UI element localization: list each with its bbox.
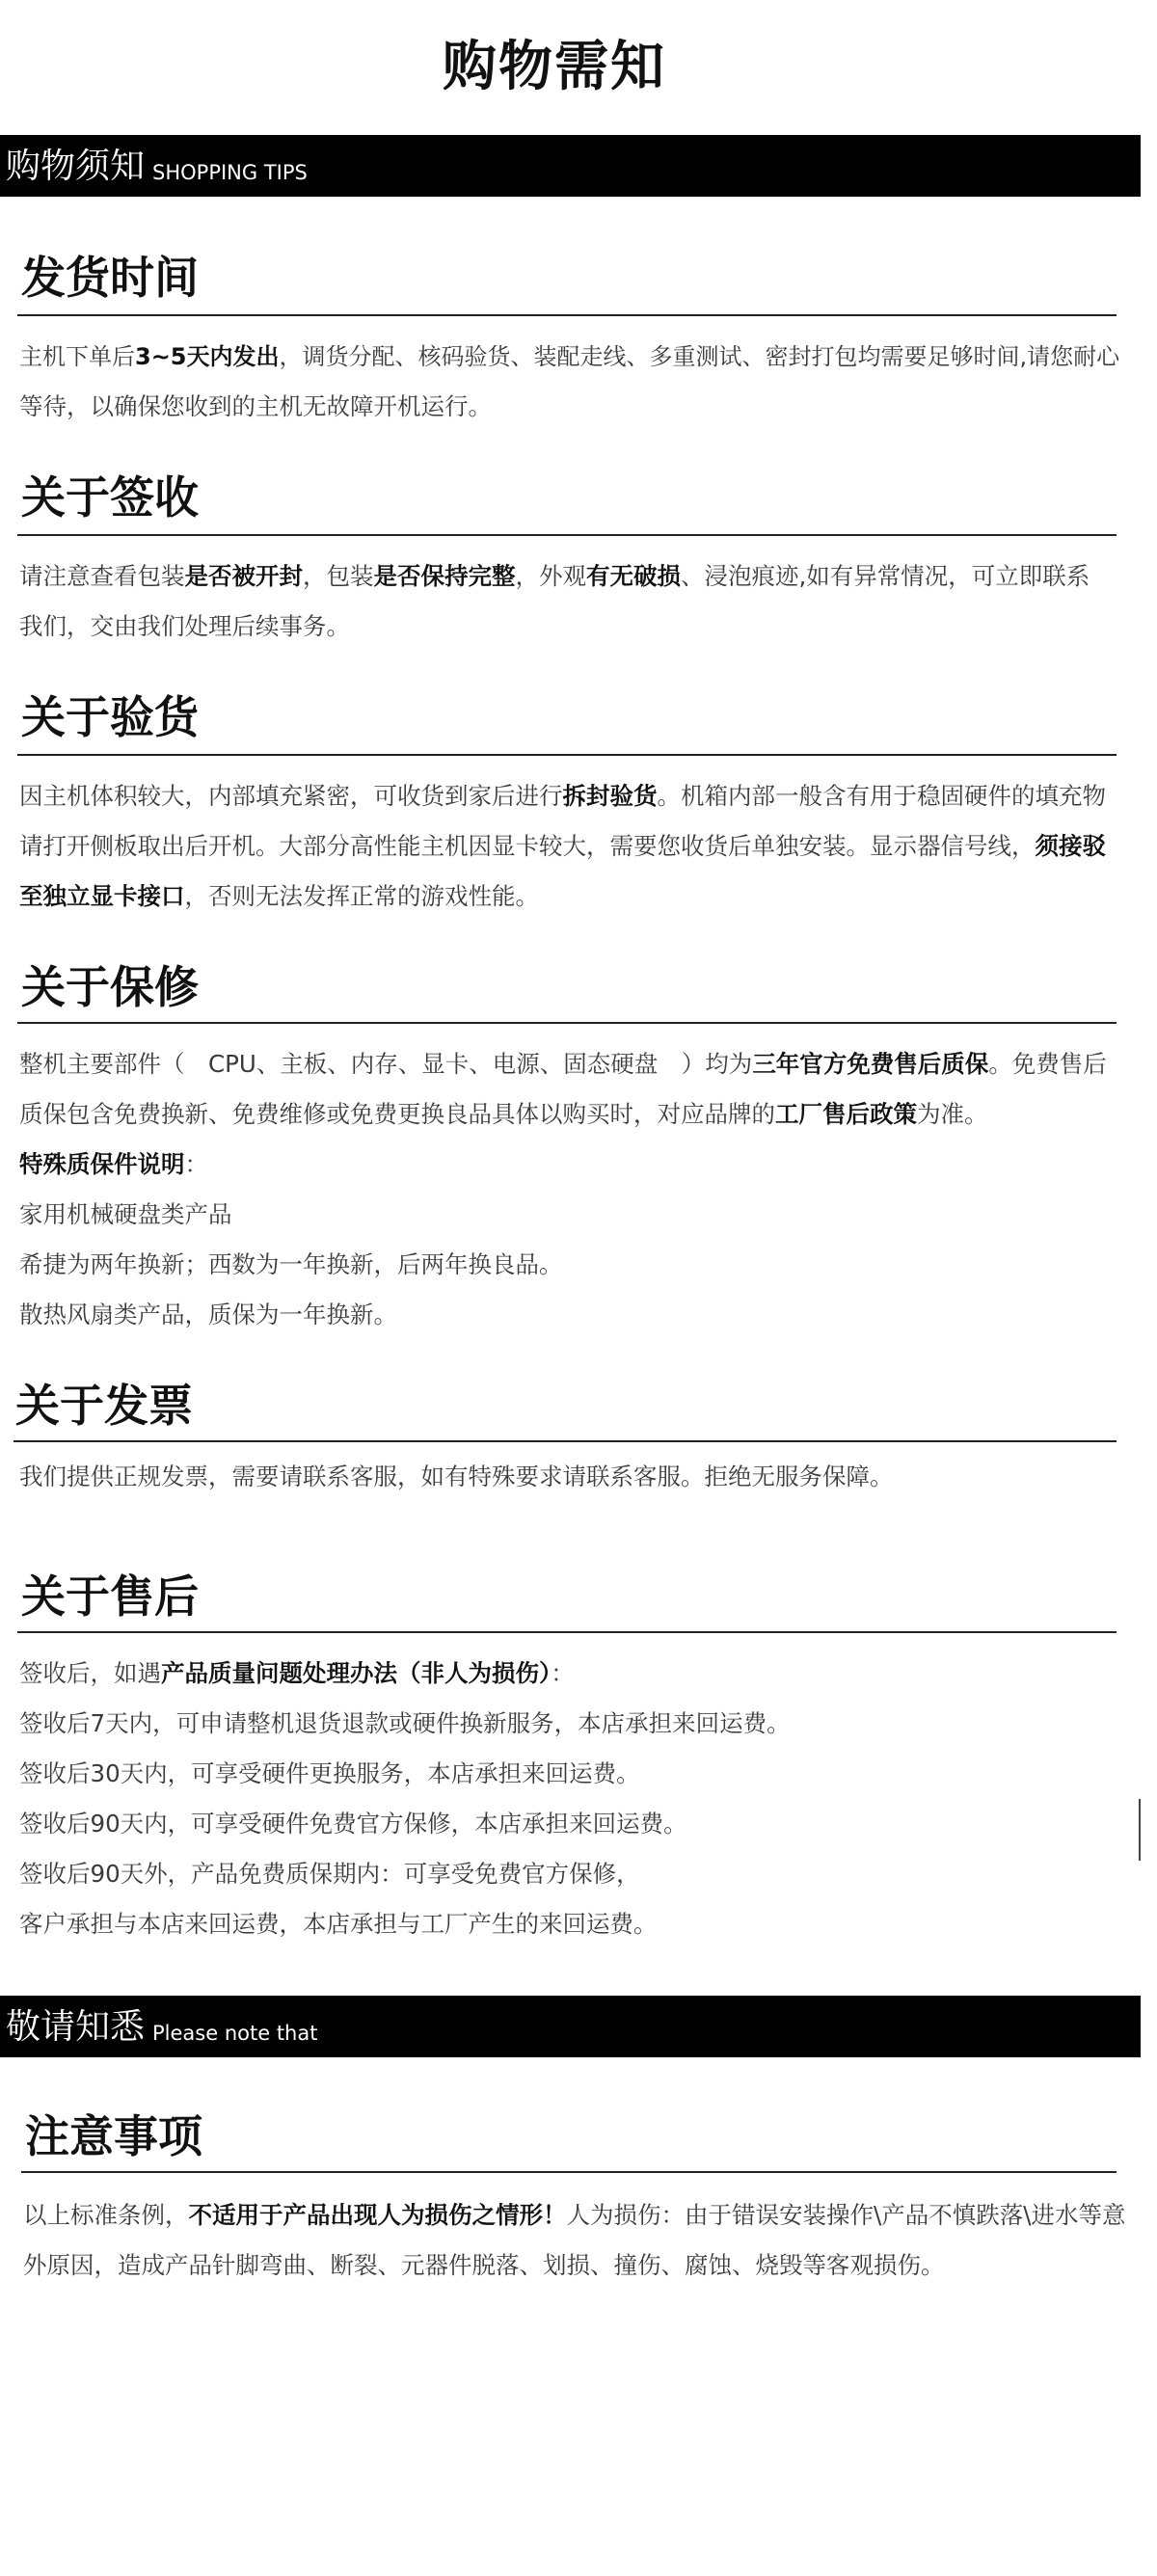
- section-divider: [13, 1440, 1117, 1442]
- receipt-text-line-2: 我们，交由我们处理后续事务。: [19, 612, 350, 640]
- banner-title-en: Please note that: [152, 2022, 318, 2045]
- shipping-text-line-1: 主机下单后3~5天内发出，调货分配、核码验货、装配走线、多重测试、密封打包均需要足够时间,请您耐心: [19, 343, 1120, 370]
- warranty-text-line-3: 特殊质保件说明：: [19, 1150, 208, 1178]
- warranty-text-line-4: 家用机械硬盘类产品: [19, 1200, 232, 1228]
- aftersales-text-line-5: 签收后90天外，产品免费质保期内：可享受免费官方保修，: [19, 1860, 640, 1888]
- notice-text-line-2: 外原因，造成产品针脚弯曲、断裂、元器件脱落、划损、撞伤、腐蚀、烧毁等客观损伤。: [23, 2251, 945, 2279]
- warranty-text-line-5: 希捷为两年换新；西数为一年换新，后两年换良品。: [19, 1250, 563, 1278]
- section-title-notice: 注意事项: [25, 2110, 202, 2162]
- edge-marker-line: [1139, 1799, 1141, 1861]
- inspection-text-line-3: 至独立显卡接口，否则无法发挥正常的游戏性能。: [19, 882, 539, 910]
- section-divider: [17, 1022, 1117, 1024]
- section-divider: [17, 1631, 1117, 1633]
- aftersales-text-line-6: 客户承担与本店来回运费，本店承担与工厂产生的来回运费。: [19, 1910, 658, 1938]
- section-divider: [17, 754, 1117, 756]
- shipping-text-line-2: 等待，以确保您收到的主机无故障开机运行。: [19, 392, 492, 420]
- section-title-warranty: 关于保修: [21, 961, 199, 1013]
- section-divider: [17, 534, 1117, 536]
- aftersales-text-line-4: 签收后90天内，可享受硬件免费官方保修，本店承担来回运费。: [19, 1810, 687, 1838]
- banner-please-note: [0, 1996, 1141, 2057]
- banner-shopping-tips: [0, 135, 1141, 197]
- banner-title-cn: 购物须知: [6, 147, 146, 186]
- section-title-shipping: 发货时间: [21, 252, 199, 304]
- receipt-text-line-1: 请注意查看包装是否被开封，包装是否保持完整，外观有无破损、浸泡痕迹,如有异常情况，可立即联系: [19, 562, 1090, 590]
- section-title-aftersales: 关于售后: [21, 1570, 199, 1623]
- warranty-text-line-1: 整机主要部件（ CPU、主板、内存、显卡、电源、固态硬盘 ）均为三年官方免费售后质保。免费售后: [19, 1050, 1107, 1078]
- inspection-text-line-1: 因主机体积较大，内部填充紧密，可收货到家后进行拆封验货。机箱内部一般含有用于稳固硬件的填充物: [19, 782, 1106, 810]
- aftersales-text-line-3: 签收后30天内，可享受硬件更换服务，本店承担来回运费。: [19, 1759, 640, 1787]
- section-title-invoice: 关于发票: [15, 1380, 193, 1432]
- section-divider: [21, 2171, 1117, 2173]
- notice-text-line-1: 以上标准条例，不适用于产品出现人为损伤之情形！人为损伤：由于错误安装操作\产品不慎跌落\进水等意: [23, 2201, 1126, 2229]
- section-title-receipt: 关于签收: [21, 471, 199, 523]
- invoice-text-line-1: 我们提供正规发票，需要请联系客服，如有特殊要求请联系客服。拒绝无服务保障。: [19, 1462, 894, 1490]
- warranty-text-line-2: 质保包含免费换新、免费维修或免费更换良品具体以购买时，对应品牌的工厂售后政策为准。: [19, 1100, 988, 1128]
- aftersales-text-line-2: 签收后7天内，可申请整机退货退款或硬件换新服务，本店承担来回运费。: [19, 1709, 791, 1737]
- section-divider: [17, 314, 1117, 316]
- banner-title-en: SHOPPING TIPS: [152, 161, 308, 184]
- banner-title-cn: 敬请知悉: [6, 2007, 146, 2047]
- page-title: 购物需知: [443, 36, 666, 98]
- warranty-text-line-6: 散热风扇类产品，质保为一年换新。: [19, 1301, 397, 1328]
- inspection-text-line-2: 请打开侧板取出后开机。大部分高性能主机因显卡较大，需要您收货后单独安装。显示器信号线，须接驳: [19, 832, 1106, 860]
- section-title-inspection: 关于验货: [21, 691, 199, 743]
- aftersales-text-line-1: 签收后，如遇产品质量问题处理办法（非人为损伤）：: [19, 1659, 575, 1687]
